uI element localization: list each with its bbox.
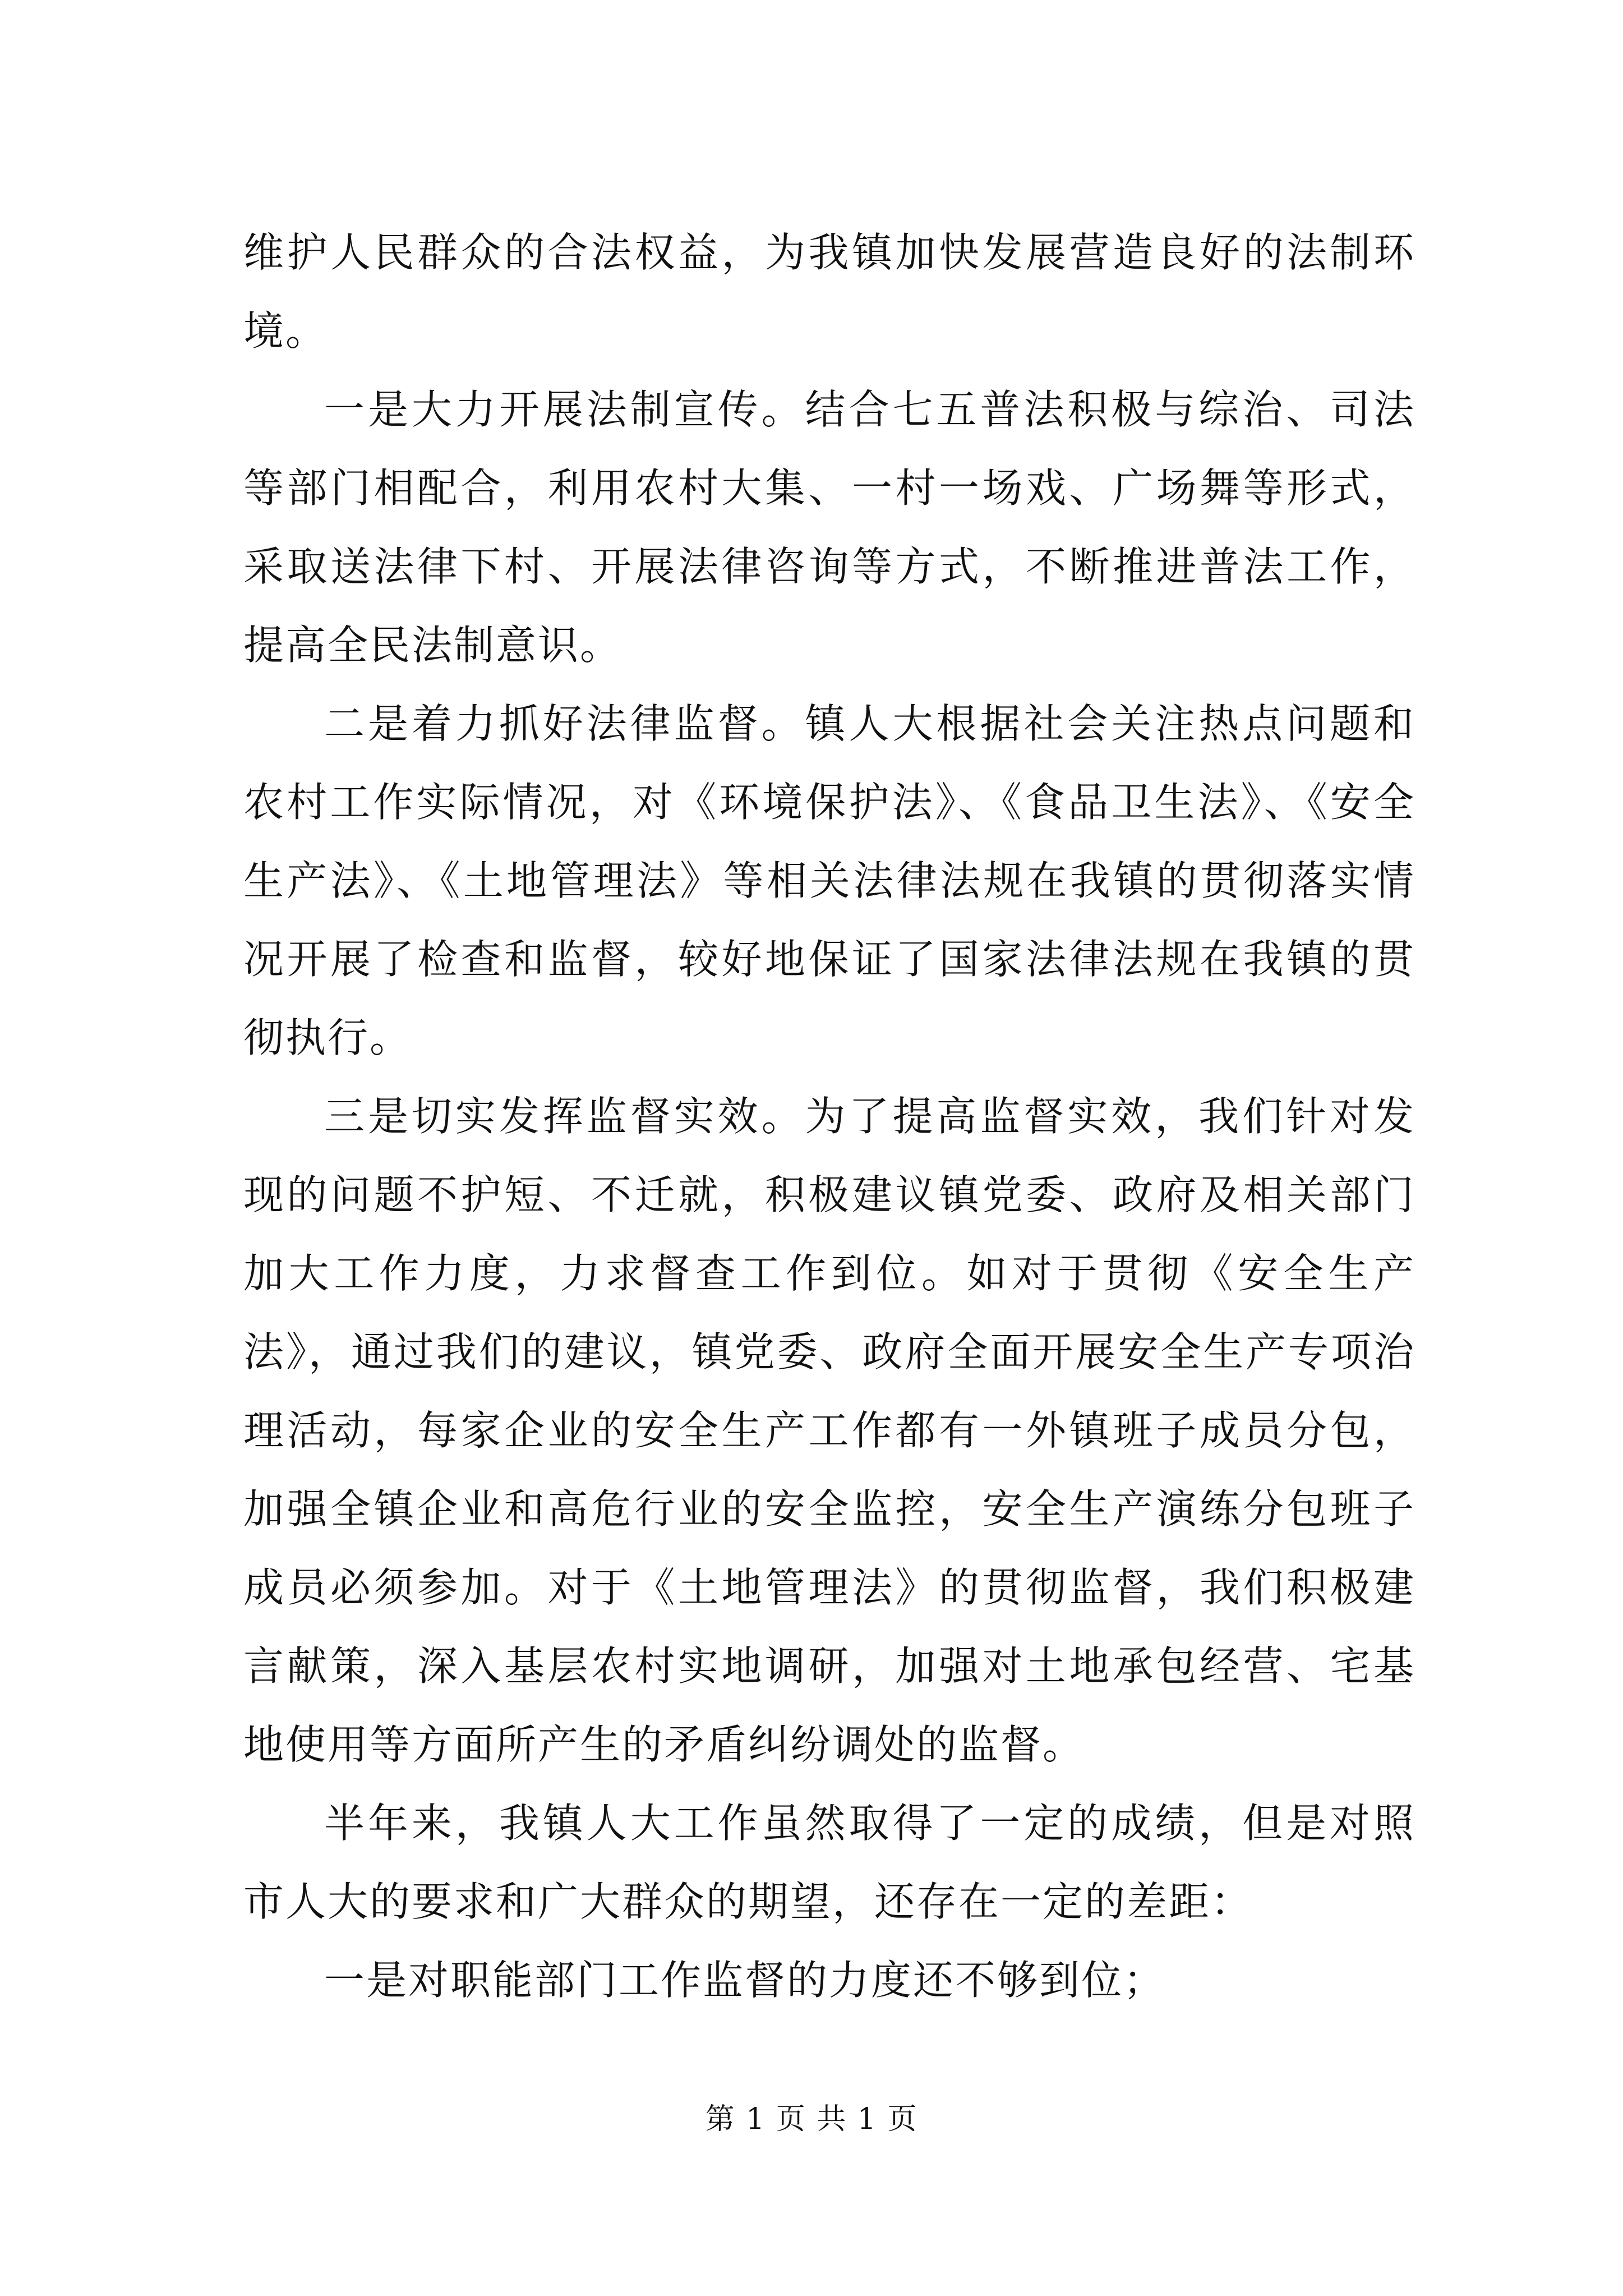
paragraph-shortcoming-one: 一是对职能部门工作监督的力度还不够到位； <box>324 1957 1166 2004</box>
paragraph-continuation: 维护人民群众的合法权益，为我镇加快发展营造良好的法制环境。 <box>243 229 1415 355</box>
paragraph-legal-supervision: 二是着力抓好法律监督。镇人大根据社会关注热点问题和农村工作实际情况，对《环境保护法》、《食品卫生法》、《安全生产法》、《土地管理法》等相关法律法规在我镇的贯彻落实情况开展了检查和监督，较好地保证了国家法律法规在我镇的贯彻执行。 <box>243 700 1415 1061</box>
document-body <box>243 213 1415 2019</box>
page-number-footer: 第 1 页 共 1 页 <box>705 2102 918 2136</box>
paragraph-half-year-summary: 半年来，我镇人大工作虽然取得了一定的成绩，但是对照市人大的要求和广大群众的期望，还存在一定的差距： <box>243 1800 1415 1925</box>
paragraph-legal-publicity: 一是大力开展法制宣传。结合七五普法积极与综治、司法等部门相配合，利用农村大集、一村一场戏、广场舞等形式，采取送法律下村、开展法律咨询等方式，不断推进普法工作，提高全民法制意识。 <box>243 386 1415 669</box>
paragraph-supervision-effectiveness: 三是切实发挥监督实效。为了提高监督实效，我们针对发现的问题不护短、不迁就，积极建议镇党委、政府及相关部门加大工作力度，力求督查工作到位。如对于贯彻《安全生产法》，通过我们的建议，镇党委、政府全面开展安全生产专项治理活动，每家企业的安全生产工作都有一外镇班子成员分包，加强全镇企业和高危行业的安全监控，安全生产演练分包班子成员必须参加。对于《土地管理法》的贯彻监督，我们积极建言献策，深入基层农村实地调研，加强对土地承包经营、宅基地使用等方面所产生的矛盾纠纷调处的监督。 <box>243 1093 1415 1768</box>
